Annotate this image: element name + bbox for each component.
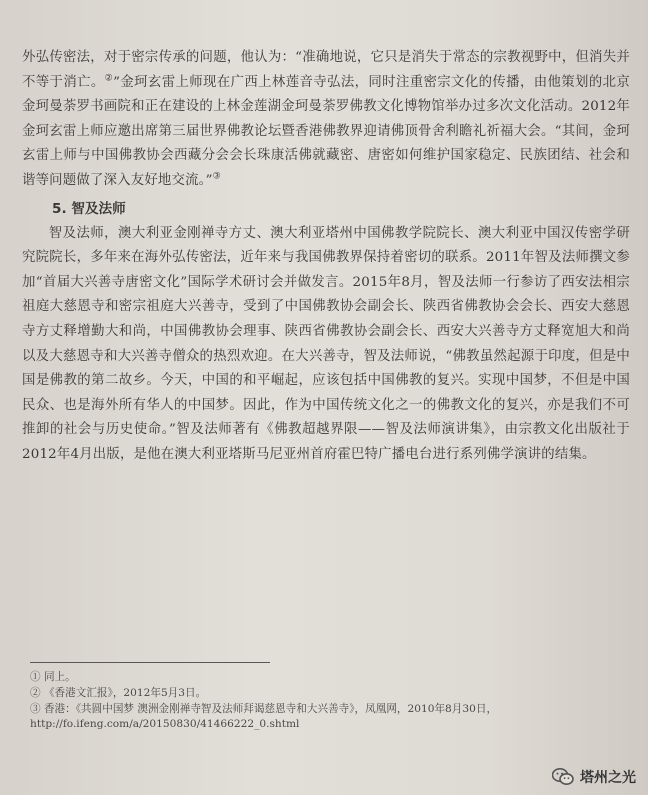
watermark	[552, 767, 636, 787]
body-text	[22, 46, 630, 468]
footnote-divider	[30, 662, 270, 663]
wechat-icon	[552, 768, 574, 786]
paragraph-1-text-a: 外弘传密法，对于密宗传承的问题，他认为：“准确地说，它只是消失于常态的宗教视野中，但消失并不等于消亡。	[22, 50, 630, 90]
paragraph-1-text-b: ”金珂玄雷上师现在广西上林莲音寺弘法，同时注重密宗文化的传播，由他策划的北京金珂曼荼罗书画院和正在建设的上林金莲湖金珂曼荼罗佛教文化博物馆举办过多次文化活动。2012年金珂玄雷上师应邀出席第三届世界佛教论坛暨香港佛教界迎请佛顶骨舍利瞻礼祈福大会。“其间，金珂玄雷上师与中国佛教协会西藏分会会长珠康活佛就藏密、唐密如何维护国家稳定、民族团结、社会和谐等问题做了深入友好地交流。”	[22, 74, 630, 188]
footnote-mark-2: ②	[104, 73, 114, 84]
footnote-3: ③ 香港：《共圆中国梦 澳洲金刚禅寺智及法师拜谒慈恩寺和大兴善寺》，凤凰网，2010年8月30日，http://fo.ifeng.com/a/20150830/41466222_0.shtml	[30, 703, 498, 730]
footnote-2: ② 《香港文汇报》，2012年5月3日。	[30, 687, 207, 699]
footnote-mark-3: ③	[212, 171, 221, 182]
section-heading: 5. 智及法师	[52, 200, 126, 217]
paragraph-1	[22, 46, 630, 194]
paragraph-2: 智及法师，澳大利亚金刚禅寺方丈、澳大利亚塔州中国佛教学院院长、澳大利亚中国汉传密学研究院院长，多年来在海外弘传密法，近年来与我国佛教界保持着密切的联系。2011年智及法师撰文参加“首届大兴善寺唐密文化”国际学术研讨会并做发言。2015年8月，智及法师一行参访了西安法相宗祖庭大慈恩寺和密宗祖庭大兴善寺，受到了中国佛教协会副会长、陕西省佛教协会会长、西安大慈恩寺方丈释增勤大和尚，中国佛教协会理事、陕西省佛教协会副会长、西安大兴善寺方丈释宽旭大和尚以及大慈恩寺和大兴善寺僧众的热烈欢迎。在大兴善寺，智及法师说，“佛教虽然起源于印度，但是中国是佛教的第二故乡。今天，中国的和平崛起，应该包括中国佛教的复兴。实现中国梦，不但是中国民众、也是海外所有华人的中国梦。因此，作为中国传统文化之一的佛教文化的复兴，亦是我们不可推卸的社会与历史使命。”智及法师著有《佛教超越界限——智及法师演讲集》，由宗教文化出版社于2012年4月出版，是他在澳大利亚塔斯马尼亚州首府霍巴特广播电台进行系列佛学演讲的结集。	[22, 225, 630, 462]
footnote-1: ① 同上。	[30, 671, 76, 683]
watermark-text: 塔州之光	[580, 770, 636, 786]
